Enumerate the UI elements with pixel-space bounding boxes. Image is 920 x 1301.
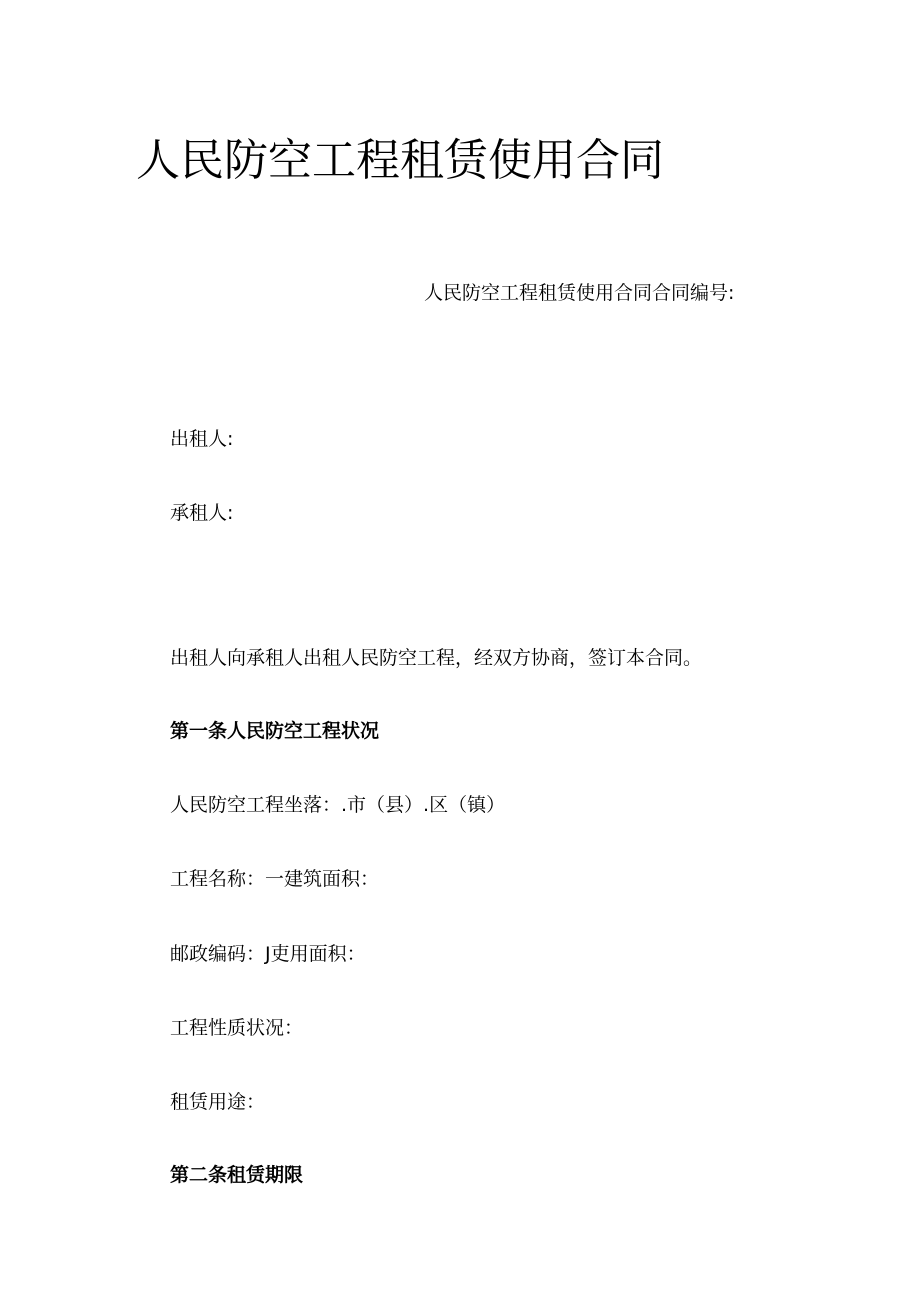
lease-purpose-line: 租赁用途： (170, 1091, 266, 1113)
article2-heading: 第二条租赁期限 (170, 1164, 304, 1186)
name-area-line: 工程名称：一建筑面积： (170, 868, 380, 890)
lessee-label: 承租人: (170, 502, 234, 524)
intro-paragraph: 出租人向承租人出租人民防空工程，经双方协商，签订本合同。 (170, 647, 703, 669)
location-line: 人民防空工程坐落：.市（县）.区（镇） (170, 794, 506, 816)
nature-status-line: 工程性质状况： (170, 1017, 304, 1039)
lessor-label: 出租人: (170, 428, 234, 450)
document-title: 人民防空工程租赁使用合同 (136, 135, 664, 186)
postal-usable-area-line: 邮政编码：J吏用面积： (170, 943, 366, 965)
article1-heading: 第一条人民防空工程状况 (170, 720, 380, 742)
contract-number-label: 人民防空工程租赁使用合同合同编号: (424, 282, 735, 304)
